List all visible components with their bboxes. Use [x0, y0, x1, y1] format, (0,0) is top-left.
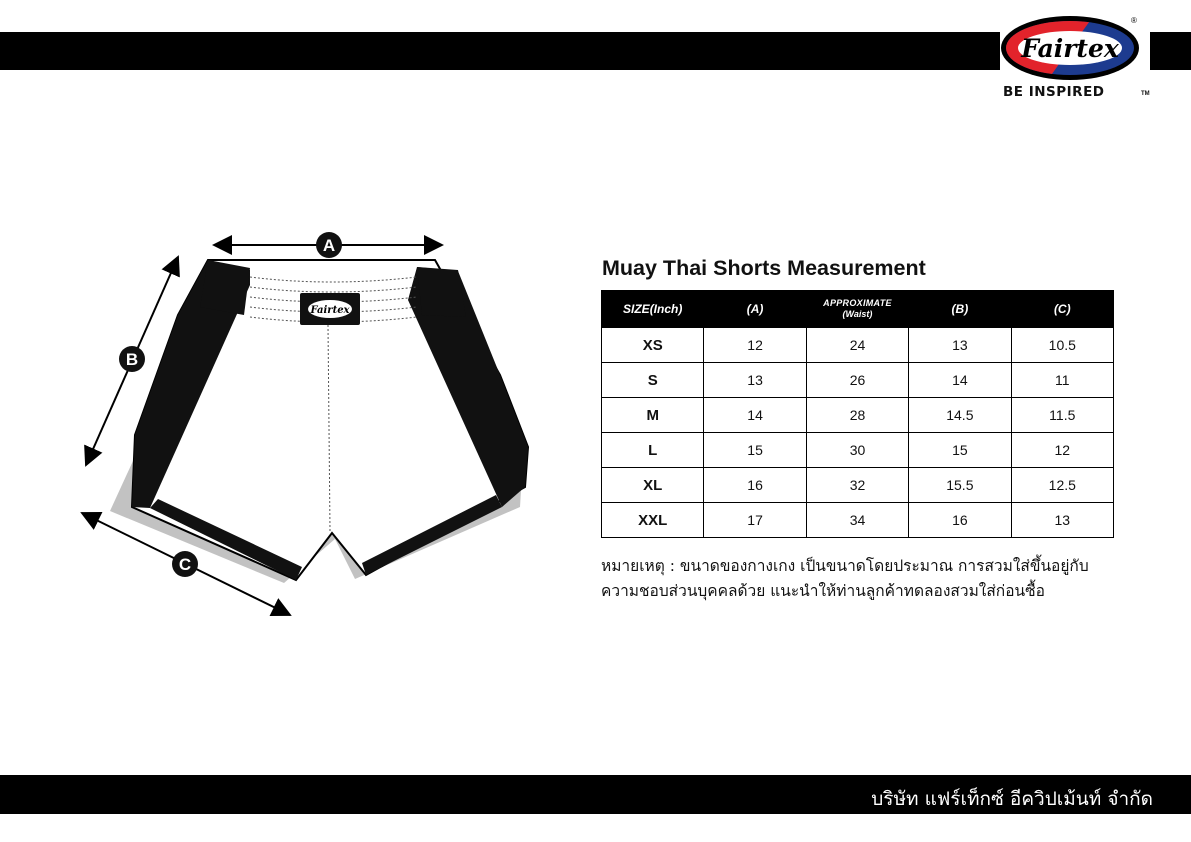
waist-cell: 34 — [806, 503, 908, 538]
a-cell: 16 — [704, 468, 806, 503]
table-header-row — [602, 291, 1114, 328]
b-cell: 15.5 — [909, 468, 1011, 503]
b-cell: 14 — [909, 363, 1011, 398]
size-chart-table — [601, 290, 1114, 538]
brand-logo — [1000, 14, 1150, 106]
header-size: SIZE(Inch) — [602, 291, 704, 328]
a-cell: 12 — [704, 328, 806, 363]
waist-cell: 28 — [806, 398, 908, 433]
size-cell: S — [602, 363, 704, 398]
label-c: C — [178, 555, 192, 574]
header-approx-label: APPROXIMATE — [823, 298, 892, 308]
b-cell: 15 — [909, 433, 1011, 468]
size-cell: M — [602, 398, 704, 433]
label-b: B — [125, 350, 139, 369]
table-row — [602, 398, 1114, 433]
table-row — [602, 328, 1114, 363]
page-title: Muay Thai Shorts Measurement — [602, 256, 926, 280]
note-line-1: หมายเหตุ : ขนาดของกางเกง เป็นขนาดโดยประมาณ การสวมใส่ขึ้นอยู่กับ — [601, 557, 1089, 575]
c-cell: 12 — [1011, 433, 1113, 468]
a-cell: 15 — [704, 433, 806, 468]
header-b: (B) — [909, 291, 1011, 328]
c-cell: 10.5 — [1011, 328, 1113, 363]
badge-text: Fairtex — [310, 305, 350, 316]
trademark-mark: TM — [1141, 91, 1150, 97]
header-waist-label: (Waist) — [842, 309, 873, 319]
a-cell: 13 — [704, 363, 806, 398]
fairtex-logo-icon — [1000, 14, 1150, 84]
c-cell: 13 — [1011, 503, 1113, 538]
waist-cell: 32 — [806, 468, 908, 503]
table-row — [602, 468, 1114, 503]
a-cell: 14 — [704, 398, 806, 433]
company-name: บริษัท แฟร์เท็กซ์ อีควิปเม้นท์ จำกัด — [871, 788, 1153, 810]
footer-banner — [0, 775, 1191, 814]
header-approx-waist — [806, 291, 908, 328]
registered-mark: ® — [1131, 16, 1137, 25]
size-cell: XS — [602, 328, 704, 363]
waistband-left-cap — [200, 260, 250, 315]
b-cell: 14.5 — [909, 398, 1011, 433]
label-a: A — [322, 236, 336, 255]
size-cell: XXL — [602, 503, 704, 538]
c-cell: 12.5 — [1011, 468, 1113, 503]
size-cell: L — [602, 433, 704, 468]
a-cell: 17 — [704, 503, 806, 538]
waist-cell: 24 — [806, 328, 908, 363]
brand-tagline: BE INSPIRED — [1003, 84, 1105, 100]
logo-wordmark: Fairtex — [1021, 34, 1119, 63]
header-c: (C) — [1011, 291, 1113, 328]
size-note — [601, 554, 1089, 604]
table-row — [602, 433, 1114, 468]
table-row — [602, 363, 1114, 398]
waist-cell: 30 — [806, 433, 908, 468]
shorts-diagram — [70, 225, 540, 625]
b-cell: 16 — [909, 503, 1011, 538]
b-cell: 13 — [909, 328, 1011, 363]
c-cell: 11 — [1011, 363, 1113, 398]
c-cell: 11.5 — [1011, 398, 1113, 433]
header-a: (A) — [704, 291, 806, 328]
note-line-2: ความชอบส่วนบุคคลด้วย แนะนำให้ท่านลูกค้าทดลองสวมใส่ก่อนซื้อ — [601, 582, 1045, 600]
waistband-right-cap — [417, 267, 466, 317]
table-row — [602, 503, 1114, 538]
size-cell: XL — [602, 468, 704, 503]
waist-cell: 26 — [806, 363, 908, 398]
